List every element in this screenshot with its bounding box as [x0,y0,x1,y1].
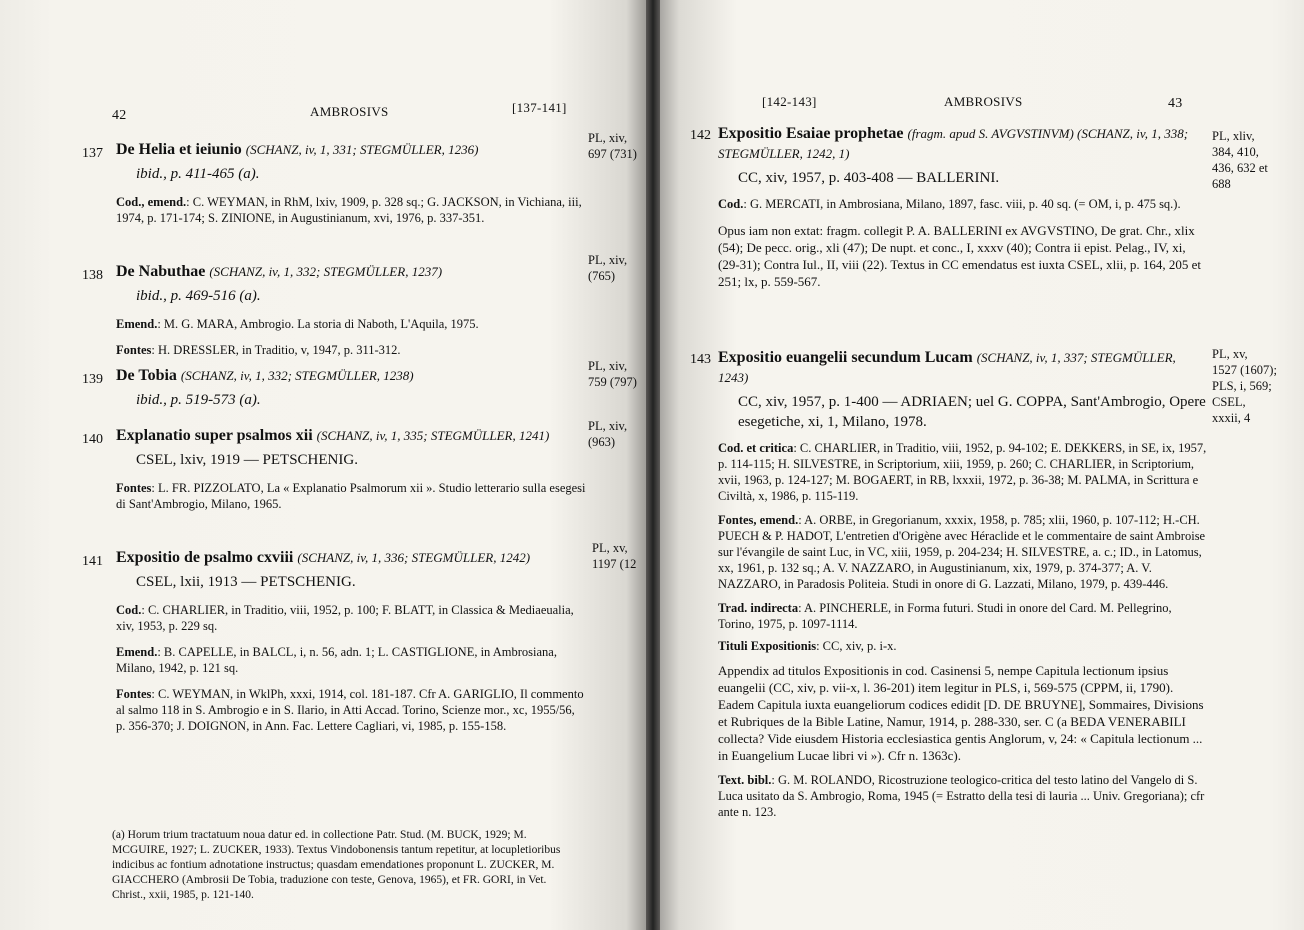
left-page [0,0,646,930]
note-label: Fontes, emend. [718,513,799,527]
entry-number: 137 [82,146,103,161]
entry-text: Appendix ad titulos Expositionis in cod. Casinensi 5, nempe Capitula lectionum ipsius euangelii (CC, xiv, p. vii-x, l. 36-201) item legitur in PLS, i, 569-575 (CPPM, ii, 1790). Eadem Capitula iuxta euangeliorum codices edidit [D. DE BRUYNE], Sommaires, Divisions et Rubriques de la Bible Latine, Namur, 1914, p. 288-330, ser. C (a BEDA VENERABILI collecta? Vide eiusdem Historia ecclesiastica gentis Anglorum, v, 24: « Capitula lectionum ... in Euangelium Lucae libri vi »). Cfr n. 1363c). [718,663,1204,763]
entry-title: De Helia et ieiunio [116,141,242,158]
entry-edition: CSEL, lxiv, 1919 — PETSCHENIG. [136,452,358,468]
right-range: [142-143] [762,94,817,109]
note-text: : CC, xiv, p. i-x. [816,639,897,653]
note-text: : C. WEYMAN, in WklPh, xxxi, 1914, col. 181-187. Cfr A. GARIGLIO, Il commento al salmo 118 in S. Ambrogio e in S. Ilario, in Atti Accad. Torino, Scienze mor., xc, 1955/56, p. 356-370; J. DOIGNON, in Ann. Fac. Lettere Cagliari, vi, 1985, p. 155-158. [116,687,584,733]
entry-title: De Nabuthae [116,263,206,280]
book-gutter [646,0,660,930]
entry-meta: (SCHANZ, iv, 1, 331; STEGMÜLLER, 1236) [245,142,479,157]
note-label: Emend. [116,645,158,659]
entry-number: 141 [82,554,103,569]
note-label: Fontes [116,687,152,701]
note-text: : G. M. ROLANDO, Ricostruzione teologico-critica del testo latino del Vangelo di S. Luca usitato da S. Ambrogio, Roma, 1945 (= Estratto della tesi di lauria ... Univ. Gregoriana); cfr ante n. 123. [718,773,1205,819]
note-text: : B. CAPELLE, in BALCL, i, n. 56, adn. 1; L. CASTIGLIONE, in Ambrosiana, Milano, 1942, p. 121 sq. [116,645,557,675]
entry-number: 140 [82,432,103,447]
entry-edition: ibid., p. 411-465 (a). [136,166,260,182]
note-text: : A. PINCHERLE, in Forma futuri. Studi in onore del Card. M. Pellegrino, Torino, 1975, p. 1097-1114. [718,601,1172,631]
entry-title: De Tobia [116,367,177,384]
note-text: : M. G. MARA, Ambrogio. La storia di Naboth, L'Aquila, 1975. [157,317,479,331]
entry-edition: CSEL, lxii, 1913 — PETSCHENIG. [136,574,356,590]
note-label: Cod. [718,197,744,211]
left-range: [137-141] [512,100,567,115]
footnote: (a) Horum trium tractatuum noua datur ed. in collectione Patr. Stud. (M. BUCK, 1929; M. MCGUIRE, 1927; L. ZUCKER, 1933). Textus Vindobonensis tantum repetitur, at locupletioribus indicibus ac fontium adnotatione instructus; quasdam emendationes proponunt L. ZUCKER, M. GIACCHERO (Ambrosii De Tobia, traduzione con teste, Genova, 1965), et FR. GORI, in Vet. Christ., xxii, 1985, p. 121-140. [112,829,561,901]
entry-title: Explanatio super psalmos xii [116,427,313,444]
entry-139 [116,366,586,410]
entry-140 [116,426,586,512]
note-text: : L. FR. PIZZOLATO, La « Explanatio Psalmorum xii ». Studio letterario sulla esegesi di Sant'Ambrogio, Milano, 1965. [116,481,586,511]
note-label: Text. bibl. [718,773,772,787]
pl-reference: PL, xiv, 697 (731) [588,131,637,161]
note-label: Cod. [116,603,142,617]
pl-reference: PL, xiv, (765) [588,253,628,283]
right-running-head: AMBROSIVS [944,94,1023,109]
entry-141 [116,548,586,734]
entry-number: 142 [690,128,711,143]
note-text: : G. MERCATI, in Ambrosiana, Milano, 1897, fasc. viii, p. 40 sq. (= OM, i, p. 475 sq.). [743,197,1181,211]
entry-edition: ibid., p. 469-516 (a). [136,288,261,304]
entry-title: Expositio Esaiae prophetae [718,125,904,142]
entry-meta: (SCHANZ, iv, 1, 336; STEGMÜLLER, 1242) [297,550,531,565]
note-text: : H. DRESSLER, in Traditio, v, 1947, p. 311-312. [151,343,401,357]
entry-meta: (SCHANZ, iv, 1, 332; STEGMÜLLER, 1238) [180,368,414,383]
entry-number: 139 [82,372,103,387]
entry-edition: CC, xiv, 1957, p. 403-408 — BALLERINI. [738,170,1000,186]
entry-137 [116,140,586,226]
note-label: Fontes [116,481,152,495]
entry-edition: ibid., p. 519-573 (a). [136,392,261,408]
entry-number: 143 [690,352,711,367]
note-label: Fontes [116,343,152,357]
note-label: Cod., emend. [116,195,187,209]
note-text: : C. CHARLIER, in Traditio, viii, 1952, p. 94-102; E. DEKKERS, in SE, ix, 1957, p. 114-115; H. SILVESTRE, in Scriptorium, xiii, 1959, p. 260; C. CHARLIER, in Scriptorium, xvii, 1963, p. 124-127; M. BOGAERT, in RB, lxxxii, 1972, p. 36-38; M. PALMA, in Scrittura e Civiltà, x, 1986, p. 115-119. [718,441,1207,503]
note-label: Trad. indirecta [718,601,799,615]
entry-meta: (fragm. apud S. AVGVSTINVM) (SCHANZ, iv, 1, 338; STEGMÜLLER, 1242, 1) [718,126,1189,161]
entry-138 [116,262,586,358]
left-page-number: 42 [112,108,127,123]
pl-reference: PL, xv, 1527 (1607); PLS, i, 569; CSEL, xxxii, 4 [1212,347,1277,425]
entry-meta: (SCHANZ, iv, 1, 335; STEGMÜLLER, 1241) [316,428,550,443]
pl-reference: PL, xliv, 384, 410, 436, 632 et 688 [1212,129,1268,191]
pl-reference: PL, xiv, (963) [588,419,628,449]
note-label: Cod. et critica [718,441,794,455]
note-label: Emend. [116,317,158,331]
left-running-head: AMBROSIVS [310,104,389,119]
right-page [660,0,1304,930]
entry-142 [718,124,1208,290]
entry-title: Expositio euangelii secundum Lucam [718,349,973,366]
right-page-number: 43 [1168,96,1183,111]
note-text: : A. ORBE, in Gregorianum, xxxix, 1958, p. 785; xlii, 1960, p. 107-112; H.-CH. PUECH & P. HADOT, L'entretien d'Origène avec Héraclide et le commentaire de saint Ambroise sur l'évangile de saint Luc, in VC, xiii, 1959, p. 204-234; H. SILVESTRE, a. c.; ID., in Latomus, xx, 1961, p. 132 sq.; A. V. NAZZARO, in Augustinianum, xix, 1979, p. 374-377; A. V. NAZZARO, in Paradosis Politeia. Studi in onore di G. Lazzati, Milano, 1979, p. 439-446. [718,513,1206,591]
entry-143 [718,348,1208,820]
pl-reference: PL, xv, 1197 (12 [592,541,637,571]
note-text: : C. WEYMAN, in RhM, lxiv, 1909, p. 328 sq.; G. JACKSON, in Vichiana, iii, 1974, p. 171-174; S. ZINIONE, in Augustinianum, xvi, 1976, p. 337-351. [116,195,582,225]
entry-meta: (SCHANZ, iv, 1, 332; STEGMÜLLER, 1237) [209,264,443,279]
entry-number: 138 [82,268,103,283]
entry-meta: (SCHANZ, iv, 1, 337; STEGMÜLLER, 1243) [718,350,1176,385]
note-text: : C. CHARLIER, in Traditio, viii, 1952, p. 100; F. BLATT, in Classica & Mediaeualia, xiv, 1953, p. 229 sq. [116,603,574,633]
entry-title: Expositio de psalmo cxviii [116,549,294,566]
entry-edition: CC, xiv, 1957, p. 1-400 — ADRIAEN; uel G. COPPA, Sant'Ambrogio, Opere esegetiche, xi, 1, Milano, 1978. [738,394,1206,430]
pl-reference: PL, xiv, 759 (797) [588,359,637,389]
note-label: Tituli Expositionis [718,639,817,653]
entry-text: Opus iam non extat: fragm. collegit P. A. BALLERINI ex AVGVSTINO, De grat. Chr., xlix (54); De pecc. orig., xli (47); De nupt. et conc., I, xxxv (40); Contra ii epist. Pelag., IV, xi, (29-31); Contra Iul., II, viii (22). Textus in CC emendatus est iuxta CSEL, xlii, p. 164, 205 et 251; lx, p. 559-567. [718,223,1202,289]
